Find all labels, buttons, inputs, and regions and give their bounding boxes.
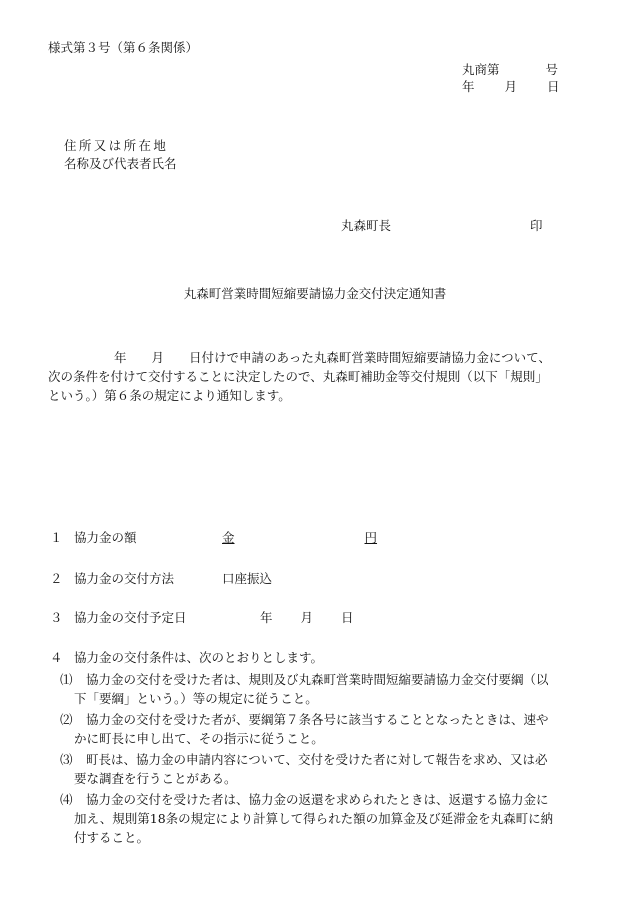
mayor-title: 丸森町長 <box>341 218 392 233</box>
recipient-name-label: 名称及び代表者氏名 <box>64 156 177 171</box>
condition-mark: ⑷ <box>60 792 73 807</box>
condition-line: 協力金の交付を受けた者は、規則及び丸森町営業時間短縮要請協力金交付要綱（以 <box>86 672 549 687</box>
scheduled-month: 月 <box>300 610 314 625</box>
item-number: ４ <box>50 650 63 665</box>
issue-date-month: 月 <box>504 79 518 94</box>
item-scheduled-date <box>50 612 354 625</box>
condition-mark: ⑶ <box>60 752 73 767</box>
payment-method-value: 口座振込 <box>222 571 273 586</box>
condition-line: 協力金の交付を受けた者は、協力金の返還を求められたときは、返還する協力金に <box>86 792 549 807</box>
amount-field <box>222 532 377 545</box>
item-conditions-heading <box>50 652 323 665</box>
item-amount <box>50 532 377 545</box>
scheduled-day: 日 <box>341 610 354 625</box>
issue-number-suffix: 号 <box>545 62 559 77</box>
condition-line: 協力金の交付を受けた者が、要綱第７条各号に該当することとなったときは、速や <box>86 712 549 727</box>
body-paragraph <box>48 348 588 405</box>
condition-mark: ⑵ <box>60 712 73 727</box>
issue-date-year: 年 <box>462 79 475 94</box>
item-payment-method <box>50 573 272 586</box>
body-line-1: 年 月 日付けで申請のあった丸森町営業時間短縮要請協力金について、 <box>114 350 551 365</box>
item-label: 協力金の額 <box>74 530 137 545</box>
condition-line: 町長は、協力金の申請内容について、交付を受けた者に対して報告を求め、又は必 <box>86 752 548 767</box>
condition-line: 要な調査を行うことがある。 <box>74 771 237 786</box>
condition-line: 付すること。 <box>74 830 150 845</box>
issue-date <box>462 81 560 94</box>
item-number: ３ <box>50 610 63 625</box>
scheduled-year: 年 <box>260 610 273 625</box>
body-line-3: という。）第６条の規定により通知します。 <box>48 388 291 403</box>
condition-1 <box>60 670 594 708</box>
condition-2 <box>60 710 594 748</box>
recipient-address-label: 住所又は所在地 <box>64 138 169 153</box>
item-label: 協力金の交付予定日 <box>74 610 187 625</box>
body-line-2: 次の条件を付けて交付することに決定したので、丸森町補助金等交付規則（以下「規則」 <box>48 369 548 384</box>
issue-date-day: 日 <box>547 79 560 94</box>
item-number: １ <box>50 530 63 545</box>
amount-suffix: 円 <box>364 530 378 545</box>
item-label: 協力金の交付条件は、次のとおりとします。 <box>74 650 324 665</box>
condition-line: 下「要綱」という。）等の規定に従うこと。 <box>74 691 318 706</box>
issue-number <box>462 64 558 77</box>
item-label: 協力金の交付方法 <box>74 571 175 586</box>
issue-number-prefix: 丸商第 <box>462 62 500 77</box>
condition-3 <box>60 750 594 788</box>
item-number: ２ <box>50 571 63 586</box>
condition-line: 加え、規則第18条の規定により計算して得られた額の加算金及び延滞金を丸森町に納 <box>74 811 554 826</box>
document-title: 丸森町営業時間短縮要請協力金交付決定通知書 <box>183 286 447 301</box>
condition-4 <box>60 790 594 847</box>
condition-line: かに町長に申し出て、その指示に従うこと。 <box>74 731 324 746</box>
seal-mark: 印 <box>530 218 543 233</box>
amount-prefix: 金 <box>222 530 235 545</box>
condition-mark: ⑴ <box>60 672 73 687</box>
form-number: 様式第３号（第６条関係） <box>48 40 199 55</box>
